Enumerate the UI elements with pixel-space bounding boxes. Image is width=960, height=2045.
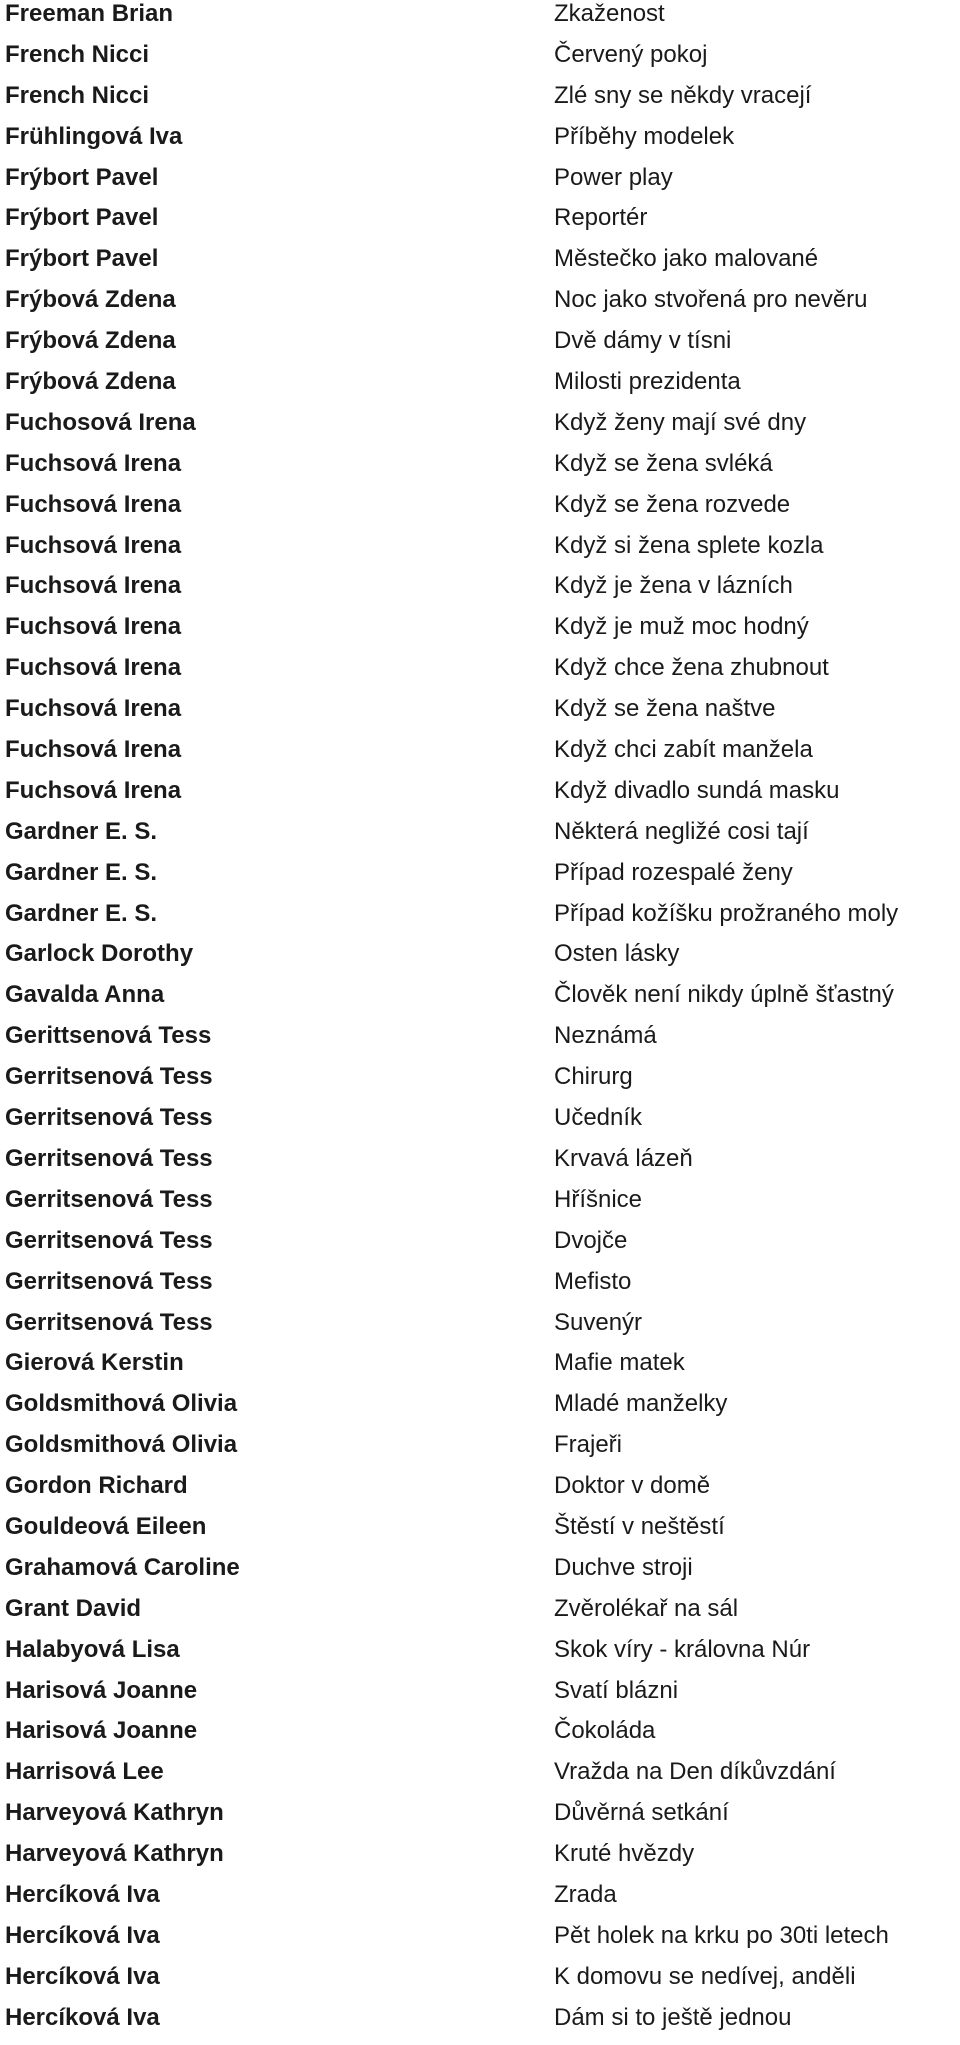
list-item [0, 572, 960, 613]
list-item [0, 327, 960, 368]
author-name: Gordon Richard [5, 1472, 188, 1500]
book-title: Zkaženost [554, 0, 665, 27]
author-name: Frýbová Zdena [5, 368, 176, 396]
book-title: Když se žena naštve [554, 695, 776, 723]
list-item [0, 695, 960, 736]
list-item [0, 1186, 960, 1227]
list-item [0, 82, 960, 123]
author-name: Goldsmithová Olivia [5, 1390, 238, 1418]
book-title: Městečko jako malované [554, 245, 819, 273]
author-name: Frýbort Pavel [5, 163, 159, 191]
book-title: Když se žena rozvede [554, 490, 791, 518]
list-item [0, 818, 960, 859]
list-item [0, 491, 960, 532]
author-name: Gardner E. S. [5, 858, 158, 886]
author-name: Gerritsenová Tess [5, 1308, 213, 1336]
book-title: Některá negližé cosi tají [554, 817, 809, 845]
book-title: Červený pokoj [554, 40, 708, 68]
list-item [0, 1963, 960, 2004]
book-title: Štěstí v neštěstí [554, 1512, 725, 1540]
list-item [0, 368, 960, 409]
book-title: Člověk není nikdy úplně šťastný [554, 981, 894, 1009]
list-item [0, 245, 960, 286]
author-name: Frýbová Zdena [5, 327, 176, 355]
book-title: Kruté hvězdy [554, 1840, 695, 1868]
list-item [0, 2004, 960, 2045]
author-name: Grant David [5, 1594, 142, 1622]
list-item [0, 1063, 960, 1104]
author-name: Gierová Kerstin [5, 1349, 184, 1377]
list-item [0, 859, 960, 900]
author-name: Harveyová Kathryn [5, 1799, 224, 1827]
list-item [0, 1758, 960, 1799]
author-name: Harisová Joanne [5, 1676, 198, 1704]
list-item [0, 1104, 960, 1145]
list-item [0, 1677, 960, 1718]
author-name: Grahamová Caroline [5, 1553, 240, 1581]
list-item [0, 204, 960, 245]
list-item [0, 1513, 960, 1554]
list-item [0, 777, 960, 818]
author-name: Goldsmithová Olivia [5, 1431, 238, 1459]
author-name: Gavalda Anna [5, 981, 165, 1009]
author-name: Frýbová Zdena [5, 286, 176, 314]
list-item [0, 1022, 960, 1063]
book-title: Krvavá lázeň [554, 1144, 693, 1172]
author-name: Gouldeová Eileen [5, 1512, 207, 1540]
author-name: Fuchsová Irena [5, 776, 182, 804]
list-item [0, 940, 960, 981]
book-title: Když chci zabít manžela [554, 736, 813, 764]
list-item [0, 1595, 960, 1636]
list-item [0, 532, 960, 573]
author-name: Gerittsenová Tess [5, 1022, 212, 1050]
author-name: Gerritsenová Tess [5, 1063, 213, 1091]
author-name: Freeman Brian [5, 0, 174, 27]
author-name: Frýbort Pavel [5, 204, 159, 232]
book-title: Případ kožíšku prožraného moly [554, 899, 899, 927]
list-item [0, 1145, 960, 1186]
list-item [0, 450, 960, 491]
book-title: Když chce žena zhubnout [554, 654, 829, 682]
book-title: Dám si to ještě jednou [554, 2003, 792, 2031]
list-item [0, 736, 960, 777]
list-item [0, 41, 960, 82]
author-name: Gardner E. S. [5, 817, 158, 845]
author-name: Harisová Joanne [5, 1717, 198, 1745]
book-title: Neznámá [554, 1022, 657, 1050]
book-title: Vražda na Den díkůvzdání [554, 1758, 836, 1786]
author-name: Hercíková Iva [5, 1962, 160, 1990]
list-item [0, 654, 960, 695]
author-name: Frýbort Pavel [5, 245, 159, 273]
author-name: Halabyová Lisa [5, 1635, 180, 1663]
list-item [0, 613, 960, 654]
list-item [0, 1309, 960, 1350]
book-title: Zvěrolékař na sál [554, 1594, 739, 1622]
book-title: Příběhy modelek [554, 122, 735, 150]
book-title: Když je žena v lázních [554, 572, 793, 600]
author-name: Harveyová Kathryn [5, 1840, 224, 1868]
book-title: Power play [554, 163, 673, 191]
list-item [0, 409, 960, 450]
author-name: Harrisová Lee [5, 1758, 164, 1786]
book-title: Milosti prezidenta [554, 368, 741, 396]
list-item [0, 1881, 960, 1922]
book-title: Reportér [554, 204, 648, 232]
book-title: Když si žena splete kozla [554, 531, 824, 559]
book-title: Mafie matek [554, 1349, 685, 1377]
list-item [0, 286, 960, 327]
list-item [0, 1922, 960, 1963]
author-name: Fuchsová Irena [5, 736, 182, 764]
book-title: Když se žena svléká [554, 449, 773, 477]
book-title: Zlé sny se někdy vracejí [554, 81, 812, 109]
author-name: Hercíková Iva [5, 1921, 160, 1949]
list-item [0, 1390, 960, 1431]
author-name: Gerritsenová Tess [5, 1104, 213, 1132]
book-title: Případ rozespalé ženy [554, 858, 793, 886]
author-name: French Nicci [5, 40, 150, 68]
list-item [0, 123, 960, 164]
book-title: Důvěrná setkání [554, 1799, 729, 1827]
book-title: Suvenýr [554, 1308, 643, 1336]
book-title: Když divadlo sundá masku [554, 776, 840, 804]
book-title: Skok víry - královna Núr [554, 1635, 811, 1663]
list-item [0, 1268, 960, 1309]
book-title: Dvě dámy v tísni [554, 327, 732, 355]
list-item [0, 1554, 960, 1595]
author-name: Frühlingová Iva [5, 122, 183, 150]
book-title: Osten lásky [554, 940, 680, 968]
book-title: Noc jako stvořená pro nevěru [554, 286, 868, 314]
author-name: Hercíková Iva [5, 2003, 160, 2031]
list-item [0, 1431, 960, 1472]
book-title: Chirurg [554, 1063, 633, 1091]
author-name: Gerritsenová Tess [5, 1267, 213, 1295]
author-name: Gerritsenová Tess [5, 1185, 213, 1213]
book-title: Mladé manželky [554, 1390, 728, 1418]
author-name: Fuchsová Irena [5, 531, 182, 559]
book-title: Svatí blázni [554, 1676, 679, 1704]
book-title: Když ženy mají své dny [554, 408, 807, 436]
list-item [0, 1840, 960, 1881]
list-item [0, 0, 960, 41]
book-title: Mefisto [554, 1267, 632, 1295]
book-title: Frajeři [554, 1431, 623, 1459]
author-name: Garlock Dorothy [5, 940, 194, 968]
author-name: Gerritsenová Tess [5, 1226, 213, 1254]
book-title: Když je muž moc hodný [554, 613, 809, 641]
author-name: Fuchosová Irena [5, 408, 196, 436]
author-name: Gerritsenová Tess [5, 1144, 213, 1172]
list-item [0, 900, 960, 941]
book-title: Hříšnice [554, 1185, 643, 1213]
author-name: Hercíková Iva [5, 1880, 160, 1908]
book-title: K domovu se nedívej, anděli [554, 1962, 856, 1990]
book-title: Doktor v domě [554, 1472, 711, 1500]
author-name: Fuchsová Irena [5, 654, 182, 682]
list-item [0, 1636, 960, 1677]
list-item [0, 1349, 960, 1390]
book-title: Pět holek na krku po 30ti letech [554, 1921, 889, 1949]
list-item [0, 1227, 960, 1268]
author-name: Gardner E. S. [5, 899, 158, 927]
author-name: Fuchsová Irena [5, 449, 182, 477]
book-title: Zrada [554, 1880, 617, 1908]
list-item [0, 981, 960, 1022]
book-title: Čokoláda [554, 1717, 656, 1745]
book-title: Učedník [554, 1104, 643, 1132]
author-name: Fuchsová Irena [5, 490, 182, 518]
list-item [0, 1472, 960, 1513]
author-name: Fuchsová Irena [5, 572, 182, 600]
list-item [0, 164, 960, 205]
author-name: Fuchsová Irena [5, 613, 182, 641]
author-name: Fuchsová Irena [5, 695, 182, 723]
list-item [0, 1717, 960, 1758]
book-title: Dvojče [554, 1226, 628, 1254]
list-item [0, 1799, 960, 1840]
book-title: Duchve stroji [554, 1553, 693, 1581]
author-name: French Nicci [5, 81, 150, 109]
